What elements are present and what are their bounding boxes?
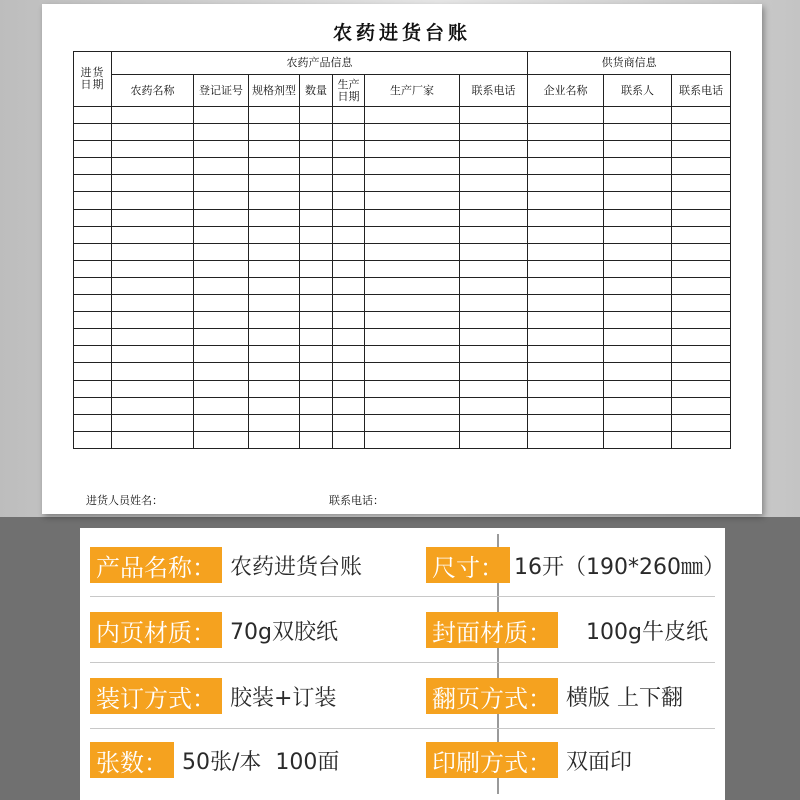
inner-paper-spec	[90, 606, 338, 654]
table-cell	[460, 414, 528, 431]
product-info-panel	[80, 528, 725, 800]
table-cell	[460, 380, 528, 397]
table-cell	[460, 209, 528, 226]
table-cell	[249, 141, 300, 158]
table-cell	[528, 141, 604, 158]
table-row	[74, 226, 731, 243]
header-product-info: 农药产品信息	[112, 52, 528, 75]
table-cell	[300, 243, 333, 260]
table-cell	[300, 312, 333, 329]
table-cell	[300, 431, 333, 448]
table-cell	[249, 295, 300, 312]
table-cell	[365, 158, 460, 175]
table-cell	[300, 329, 333, 346]
table-cell	[672, 312, 731, 329]
table-cell	[194, 209, 249, 226]
table-cell	[300, 107, 333, 124]
table-cell	[300, 209, 333, 226]
table-cell	[333, 158, 365, 175]
table-cell	[460, 363, 528, 380]
table-cell	[365, 363, 460, 380]
table-cell	[604, 192, 672, 209]
table-cell	[528, 124, 604, 141]
table-row	[74, 192, 731, 209]
table-cell	[194, 158, 249, 175]
table-cell	[604, 397, 672, 414]
table-cell	[300, 124, 333, 141]
inner-paper-value: 70g双胶纸	[230, 619, 338, 645]
binding-value: 胶装+订装	[230, 685, 337, 711]
table-cell	[365, 192, 460, 209]
table-cell	[74, 175, 112, 192]
table-cell	[672, 431, 731, 448]
table-cell	[194, 175, 249, 192]
panel-row-divider	[90, 728, 715, 729]
print-value: 双面印	[566, 749, 633, 775]
table-cell	[249, 346, 300, 363]
table-cell	[365, 346, 460, 363]
table-cell	[300, 363, 333, 380]
table-cell	[365, 226, 460, 243]
ledger-table	[73, 51, 731, 449]
product-name-label: 产品名称：	[90, 547, 222, 583]
table-cell	[194, 346, 249, 363]
table-cell	[672, 124, 731, 141]
table-cell	[365, 312, 460, 329]
sheets-spec	[90, 736, 339, 784]
column-header: 联系电话	[672, 75, 731, 107]
table-cell	[194, 295, 249, 312]
table-cell	[604, 158, 672, 175]
table-cell	[249, 329, 300, 346]
table-cell	[604, 346, 672, 363]
table-cell	[604, 260, 672, 277]
table-cell	[460, 397, 528, 414]
table-cell	[604, 329, 672, 346]
table-cell	[528, 192, 604, 209]
table-cell	[672, 363, 731, 380]
table-cell	[112, 141, 194, 158]
table-cell	[194, 329, 249, 346]
table-cell	[74, 346, 112, 363]
table-cell	[112, 295, 194, 312]
table-cell	[604, 107, 672, 124]
table-cell	[672, 277, 731, 294]
table-cell	[528, 226, 604, 243]
table-cell	[112, 192, 194, 209]
table-cell	[249, 380, 300, 397]
table-cell	[74, 158, 112, 175]
table-cell	[300, 346, 333, 363]
table-cell	[528, 158, 604, 175]
table-cell	[672, 295, 731, 312]
table-row	[74, 209, 731, 226]
table-cell	[672, 414, 731, 431]
table-cell	[460, 346, 528, 363]
table-cell	[194, 363, 249, 380]
table-cell	[365, 107, 460, 124]
table-cell	[300, 277, 333, 294]
column-header: 规格剂型	[249, 75, 300, 107]
table-cell	[333, 107, 365, 124]
table-cell	[74, 260, 112, 277]
print-label: 印刷方式：	[426, 742, 558, 778]
table-cell	[672, 141, 731, 158]
table-cell	[672, 158, 731, 175]
print-spec	[426, 736, 632, 784]
table-cell	[74, 124, 112, 141]
table-row	[74, 243, 731, 260]
table-cell	[74, 243, 112, 260]
table-cell	[604, 124, 672, 141]
table-cell	[112, 158, 194, 175]
table-cell	[672, 192, 731, 209]
table-cell	[604, 209, 672, 226]
table-cell	[460, 175, 528, 192]
flip-value: 横版 上下翻	[566, 685, 683, 711]
cover-paper-spec	[426, 606, 708, 654]
table-cell	[333, 277, 365, 294]
table-cell	[74, 363, 112, 380]
table-cell	[672, 380, 731, 397]
table-cell	[249, 209, 300, 226]
table-cell	[333, 414, 365, 431]
table-row	[74, 295, 731, 312]
table-cell	[672, 226, 731, 243]
table-cell	[112, 431, 194, 448]
binding-label: 装订方式：	[90, 678, 222, 714]
table-cell	[365, 431, 460, 448]
column-header: 联系人	[604, 75, 672, 107]
table-cell	[194, 260, 249, 277]
table-cell	[460, 141, 528, 158]
table-cell	[604, 141, 672, 158]
table-cell	[460, 277, 528, 294]
sheets-label: 张数：	[90, 742, 174, 778]
table-cell	[300, 295, 333, 312]
table-cell	[112, 329, 194, 346]
table-cell	[528, 346, 604, 363]
table-cell	[300, 260, 333, 277]
table-cell	[528, 209, 604, 226]
table-cell	[300, 158, 333, 175]
size-label: 尺寸：	[426, 547, 510, 583]
table-cell	[300, 380, 333, 397]
table-cell	[460, 192, 528, 209]
table-cell	[333, 295, 365, 312]
table-cell	[365, 277, 460, 294]
table-row	[74, 397, 731, 414]
table-cell	[249, 158, 300, 175]
table-cell	[365, 295, 460, 312]
table-row	[74, 175, 731, 192]
buyer-name-label: 进货人员姓名：	[86, 494, 163, 507]
table-cell	[74, 141, 112, 158]
table-cell	[528, 277, 604, 294]
table-cell	[333, 226, 365, 243]
header-supplier-info: 供货商信息	[528, 52, 731, 75]
table-cell	[528, 363, 604, 380]
table-cell	[604, 312, 672, 329]
table-cell	[333, 329, 365, 346]
table-cell	[604, 226, 672, 243]
table-cell	[112, 397, 194, 414]
table-cell	[333, 175, 365, 192]
panel-row-divider	[90, 662, 715, 663]
table-cell	[460, 260, 528, 277]
table-cell	[365, 209, 460, 226]
table-cell	[333, 397, 365, 414]
table-cell	[672, 346, 731, 363]
table-cell	[112, 346, 194, 363]
table-cell	[460, 158, 528, 175]
table-cell	[604, 243, 672, 260]
table-cell	[74, 431, 112, 448]
size-spec	[426, 541, 725, 589]
table-cell	[194, 397, 249, 414]
table-cell	[249, 260, 300, 277]
table-cell	[249, 124, 300, 141]
table-cell	[604, 277, 672, 294]
table-cell	[249, 243, 300, 260]
table-cell	[300, 175, 333, 192]
binding-spec	[90, 672, 336, 720]
table-cell	[112, 124, 194, 141]
table-cell	[365, 124, 460, 141]
table-cell	[460, 107, 528, 124]
table-cell	[249, 107, 300, 124]
column-header: 企业名称	[528, 75, 604, 107]
table-cell	[528, 312, 604, 329]
table-cell	[604, 380, 672, 397]
table-cell	[194, 431, 249, 448]
table-cell	[333, 192, 365, 209]
table-cell	[672, 107, 731, 124]
table-row	[74, 312, 731, 329]
header-purchase-date: 进货 日期	[74, 52, 112, 107]
inner-paper-label: 内页材质：	[90, 612, 222, 648]
table-cell	[672, 243, 731, 260]
table-cell	[333, 363, 365, 380]
table-cell	[365, 243, 460, 260]
table-cell	[300, 192, 333, 209]
table-cell	[112, 363, 194, 380]
table-cell	[249, 192, 300, 209]
table-cell	[333, 209, 365, 226]
table-cell	[74, 209, 112, 226]
table-cell	[672, 175, 731, 192]
table-cell	[74, 226, 112, 243]
table-cell	[249, 312, 300, 329]
table-cell	[333, 243, 365, 260]
table-cell	[604, 363, 672, 380]
column-header: 登记证号	[194, 75, 249, 107]
table-cell	[460, 329, 528, 346]
table-cell	[249, 277, 300, 294]
table-row	[74, 107, 731, 124]
table-cell	[194, 243, 249, 260]
table-cell	[74, 192, 112, 209]
table-cell	[249, 363, 300, 380]
table-cell	[194, 380, 249, 397]
table-cell	[300, 226, 333, 243]
table-cell	[333, 312, 365, 329]
table-cell	[194, 124, 249, 141]
table-row	[74, 431, 731, 448]
table-cell	[249, 175, 300, 192]
table-cell	[365, 380, 460, 397]
table-cell	[300, 141, 333, 158]
sheets-value: 50张/本 100面	[182, 749, 340, 775]
table-cell	[528, 414, 604, 431]
table-cell	[528, 175, 604, 192]
table-row	[74, 414, 731, 431]
flip-label: 翻页方式：	[426, 678, 558, 714]
table-cell	[333, 346, 365, 363]
table-cell	[460, 312, 528, 329]
table-cell	[365, 329, 460, 346]
flip-spec	[426, 672, 683, 720]
table-cell	[112, 312, 194, 329]
contact-phone-label: 联系电话：	[329, 494, 384, 507]
table-cell	[249, 397, 300, 414]
table-cell	[672, 209, 731, 226]
column-header: 农药名称	[112, 75, 194, 107]
table-row	[74, 329, 731, 346]
table-cell	[249, 431, 300, 448]
table-cell	[604, 414, 672, 431]
table-cell	[194, 192, 249, 209]
table-row	[74, 346, 731, 363]
table-cell	[74, 277, 112, 294]
table-cell	[333, 380, 365, 397]
table-cell	[112, 380, 194, 397]
table-row	[74, 380, 731, 397]
table-cell	[604, 175, 672, 192]
table-cell	[74, 312, 112, 329]
table-cell	[528, 243, 604, 260]
sheet-title: 农药进货台账	[332, 22, 471, 44]
table-cell	[460, 226, 528, 243]
table-cell	[460, 124, 528, 141]
table-cell	[112, 414, 194, 431]
table-cell	[365, 414, 460, 431]
table-cell	[528, 380, 604, 397]
table-cell	[672, 329, 731, 346]
table-cell	[460, 295, 528, 312]
table-cell	[333, 431, 365, 448]
table-cell	[74, 380, 112, 397]
table-cell	[672, 260, 731, 277]
table-cell	[112, 175, 194, 192]
table-cell	[194, 226, 249, 243]
table-cell	[528, 431, 604, 448]
table-cell	[365, 260, 460, 277]
table-cell	[365, 141, 460, 158]
size-value: 16开（190*260㎜）	[514, 554, 725, 580]
product-name-spec	[90, 541, 362, 589]
table-cell	[365, 175, 460, 192]
table-cell	[528, 295, 604, 312]
table-cell	[194, 312, 249, 329]
table-cell	[365, 397, 460, 414]
column-header: 生产 日期	[333, 75, 365, 107]
table-cell	[112, 226, 194, 243]
table-cell	[604, 431, 672, 448]
table-row	[74, 158, 731, 175]
table-cell	[112, 277, 194, 294]
table-cell	[528, 107, 604, 124]
table-cell	[333, 124, 365, 141]
table-cell	[194, 141, 249, 158]
table-cell	[528, 260, 604, 277]
column-header: 联系电话	[460, 75, 528, 107]
column-header: 数量	[300, 75, 333, 107]
table-cell	[300, 397, 333, 414]
table-cell	[194, 414, 249, 431]
table-cell	[249, 414, 300, 431]
table-cell	[74, 397, 112, 414]
table-cell	[528, 397, 604, 414]
table-cell	[112, 107, 194, 124]
table-cell	[672, 397, 731, 414]
table-row	[74, 124, 731, 141]
table-cell	[194, 107, 249, 124]
table-cell	[460, 243, 528, 260]
table-cell	[74, 295, 112, 312]
table-cell	[333, 260, 365, 277]
table-cell	[112, 209, 194, 226]
table-cell	[112, 243, 194, 260]
panel-row-divider	[90, 596, 715, 597]
table-cell	[249, 226, 300, 243]
table-row	[74, 277, 731, 294]
table-row	[74, 363, 731, 380]
table-cell	[194, 277, 249, 294]
table-cell	[74, 107, 112, 124]
table-cell	[333, 141, 365, 158]
table-cell	[74, 414, 112, 431]
table-cell	[460, 431, 528, 448]
cover-paper-label: 封面材质：	[426, 612, 558, 648]
table-cell	[112, 260, 194, 277]
table-cell	[604, 295, 672, 312]
product-name-value: 农药进货台账	[230, 554, 363, 580]
table-row	[74, 141, 731, 158]
column-header: 生产厂家	[365, 75, 460, 107]
cover-paper-value: 100g牛皮纸	[586, 619, 708, 645]
table-cell	[528, 329, 604, 346]
table-cell	[300, 414, 333, 431]
table-cell	[74, 329, 112, 346]
table-row	[74, 260, 731, 277]
ledger-sheet	[42, 4, 762, 514]
